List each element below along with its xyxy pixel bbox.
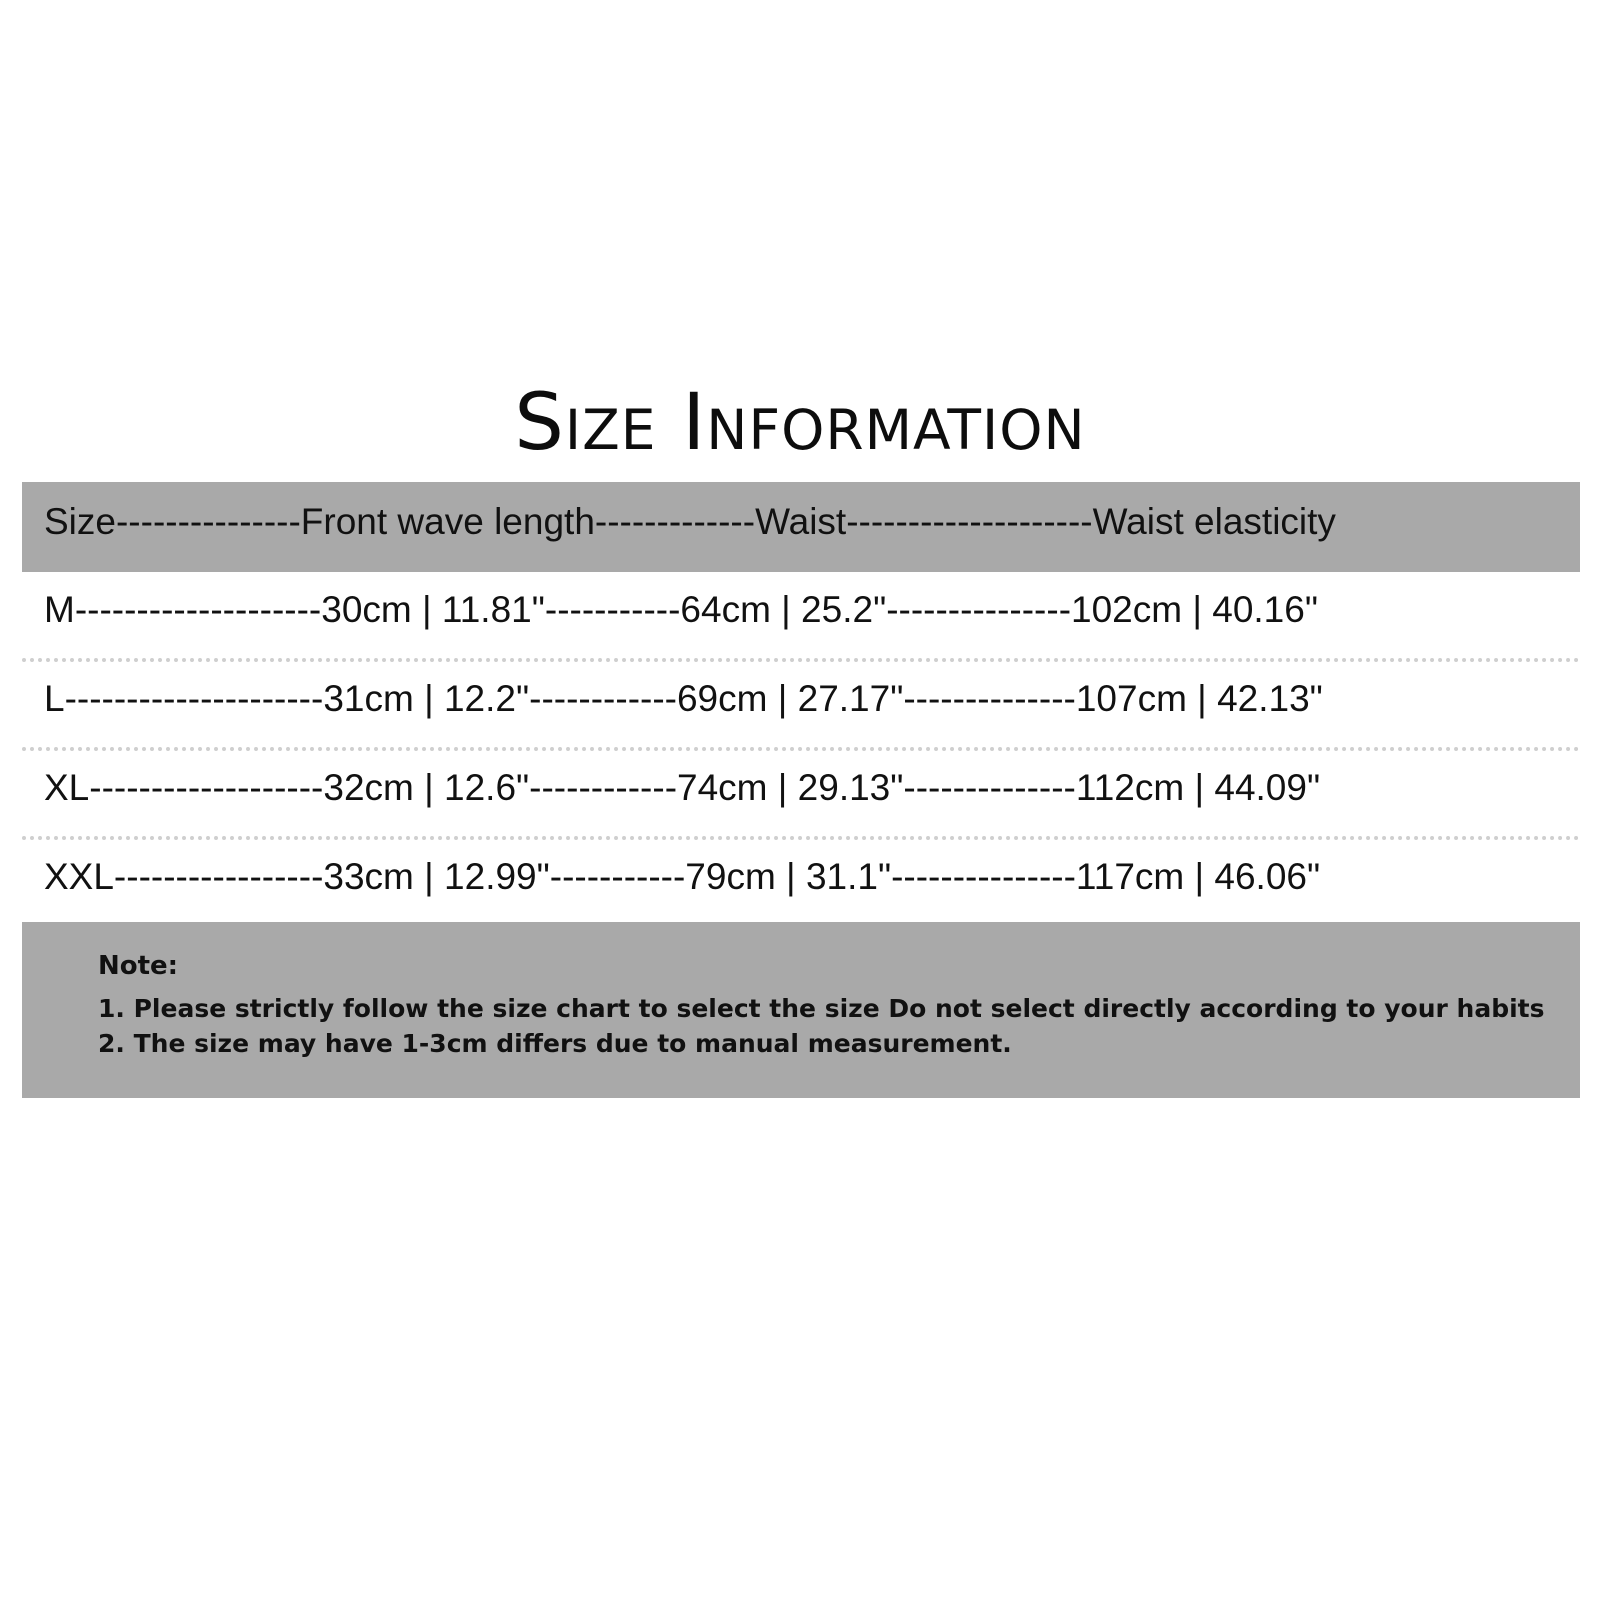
row-divider <box>22 836 1580 840</box>
note-line: 2. The size may have 1-3cm differs due to manual measurement. <box>98 1029 1012 1058</box>
row-divider <box>22 747 1580 751</box>
note-title: Note: <box>98 951 179 981</box>
table-row: XXL-----------------33cm | 12.99"-----------79cm | 31.1"---------------117cm | 46.06" <box>44 856 1321 897</box>
note-line: 1. Please strictly follow the size chart to select the size Do not select directly according to your habits <box>98 994 1545 1023</box>
table-row: M--------------------30cm | 11.81"-----------64cm | 25.2"---------------102cm | 40.16" <box>44 589 1318 630</box>
page-title: Size Information <box>514 378 1086 468</box>
table-row: XL-------------------32cm | 12.6"------------74cm | 29.13"--------------112cm | 44.09" <box>44 767 1321 808</box>
table-header: Size---------------Front wave length-------------Waist--------------------Waist elasticity <box>44 501 1336 542</box>
table-row: L---------------------31cm | 12.2"------------69cm | 27.17"--------------107cm | 42.13" <box>44 678 1323 719</box>
row-divider <box>22 658 1580 662</box>
